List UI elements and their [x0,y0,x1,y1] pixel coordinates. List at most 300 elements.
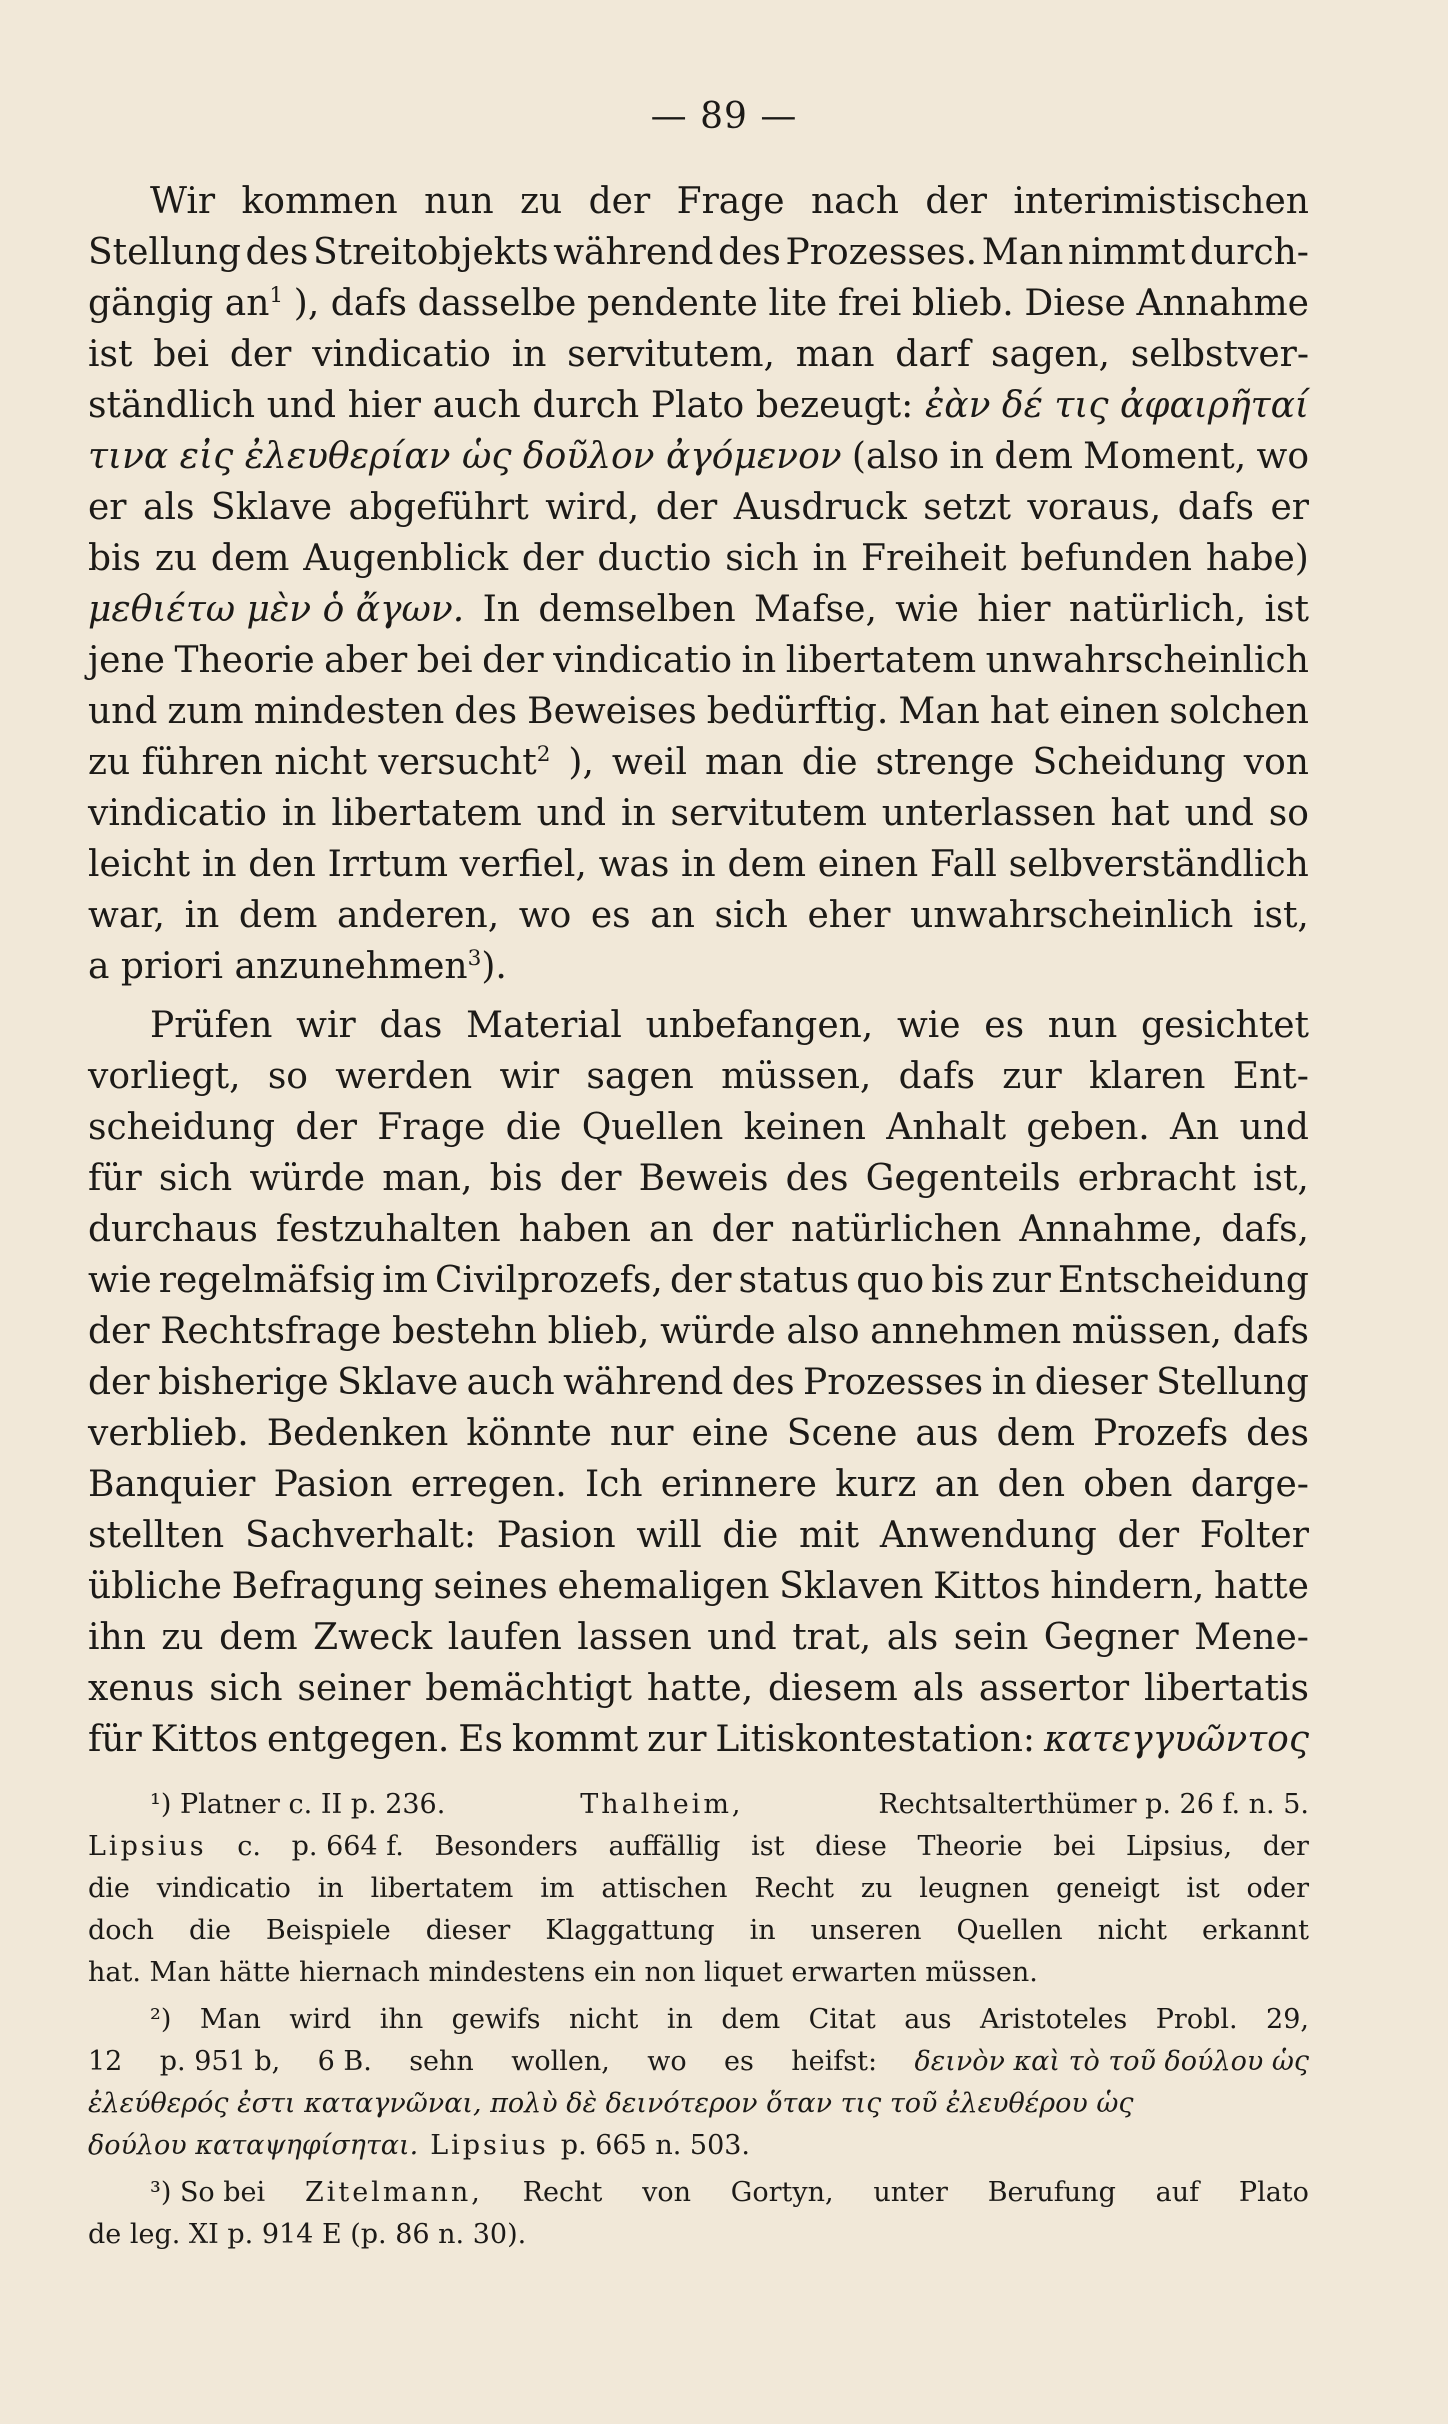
word: der [1117,1515,1180,1556]
word: des [454,691,518,732]
word: darge- [1190,1464,1309,1505]
word: leicht [88,844,191,885]
word: in [511,334,547,375]
word: dem [219,1617,298,1658]
word: Recht [754,1873,834,1904]
word: Ausdruck [733,487,907,528]
word: Beweises [527,691,697,732]
word: der [669,1260,732,1301]
word: befunden [1020,538,1192,579]
word: c. [237,1831,261,1862]
word: In [482,589,520,630]
word: Anwendung [879,1515,1097,1556]
word: zum [167,691,244,732]
word: kurz [835,1464,917,1505]
text-line [88,1561,1309,1613]
word: dafs [1177,487,1254,528]
word: würde [249,1158,365,1199]
word: haben [518,1209,631,1250]
word: hier [977,589,1051,630]
word: müssen, [721,1056,872,1097]
word: blieb. [911,283,1014,324]
word: nimmt [1067,232,1186,273]
word: voraus, [1027,487,1162,528]
word: Man [981,232,1064,273]
word: im [382,1260,428,1301]
word: unterlassen [881,793,1096,834]
word: aber [324,640,408,681]
word: ehemaligen [557,1566,770,1607]
word: doch [88,1915,155,1946]
word: Mene- [1194,1617,1309,1658]
word: wo [647,2046,687,2077]
word: durchaus [88,1209,258,1250]
word: Gortyn, [730,2177,834,2208]
word: geneigt [1056,1873,1160,1904]
word: den [997,1464,1066,1505]
text-line [88,176,1309,228]
word: werden [335,1056,473,1097]
word: so [267,1056,308,1097]
word: selbverständlich [1008,844,1309,885]
word: dem [238,895,318,936]
word: zur [991,1260,1051,1301]
word: Irrtum [327,844,448,885]
word: ist, [1252,895,1309,936]
footnote-line: ¹) Platner c. II p. 236. Thalheim, Rechtsalterthümer p. 26 f. n. 5. [150,1789,1309,1820]
word: seiner [297,1668,411,1709]
word: Moment, [1083,436,1247,477]
word: auch [432,385,521,426]
word: das [379,1005,443,1046]
word: unbefangen, [645,1005,874,1046]
text-line: zu führen nicht versucht$^2$ ), weil man die strenge Scheidung von [88,737,1309,789]
footnote-line [88,2041,1309,2083]
word: Annahme [1136,283,1309,324]
word: heifst: [791,2046,878,2077]
word: man, [382,1158,473,1199]
word: unter [873,2177,948,2208]
text-line [88,635,1309,687]
word: was [598,844,670,885]
word: und [1184,793,1254,834]
word: dem [210,538,290,579]
word: jene [88,640,165,681]
word: und [266,385,337,426]
word: darf [895,334,971,375]
word: Aristoteles [979,2004,1128,2035]
word: und [536,793,607,834]
word: Stellung [88,232,241,273]
text-line [88,227,1309,279]
word: aus [915,1413,979,1454]
word: sich [725,538,799,579]
word: während [553,232,714,273]
word: 12 [88,2046,123,2077]
footnote-line: de leg. XI p. 914 E (p. 86 n. 30). [88,2219,527,2250]
text-line: a priori anzunehmen$^3$). [88,946,507,987]
word: hindern, [1050,1566,1205,1607]
word: der [925,181,987,222]
word: Scheidung [1032,742,1226,783]
word: wird [289,2004,352,2035]
word: bei [416,640,473,681]
word: vindicatio [88,793,267,834]
footnote-line: δούλου καταψηφίσηται. Lipsius p. 665 n. 503. [88,2125,1309,2167]
word: sagen, [991,334,1110,375]
word: so [1268,793,1309,834]
word: Augenblick [303,538,509,579]
word: weil [611,742,688,783]
word: gesichtet [1141,1005,1309,1046]
word: Folter [1199,1515,1309,1556]
word: dem [721,2004,781,2035]
word: Klaggattung [545,1915,715,1946]
word: wo [518,895,572,936]
word: erkannt [1201,1915,1309,1946]
word: Gegner [1043,1617,1179,1658]
word: also [786,1311,860,1352]
word: die [505,1107,562,1148]
word: kommt [511,1719,639,1760]
page-number: — 89 — [650,96,798,137]
word: in [991,1362,1027,1403]
word: man [704,742,784,783]
word: zu [154,538,198,579]
word: eher [807,895,891,936]
word: scheidung [88,1107,276,1148]
word: Kittos [933,1566,1041,1607]
word: Annahme, [1019,1209,1204,1250]
greek-quote: δεινὸν καὶ τὸ τοῦ δούλου ὡς [914,2046,1309,2077]
word: Fall [929,844,997,885]
word: wie [88,1260,152,1301]
word: die [88,1873,130,1904]
word: unwahrscheinlich [985,640,1309,681]
word: die [801,742,858,783]
word: der [295,1107,357,1148]
word: p. 664 f. [291,1831,404,1862]
word: dieser [425,1915,511,1946]
word: ist [1186,1873,1220,1904]
word: des [245,232,309,273]
word: Scene [786,1413,898,1454]
word: Bedenken [266,1413,449,1454]
word: Sklave [337,1362,459,1403]
word: An [1170,1107,1220,1148]
footnote-line: hat. Man hätte hiernach mindestens ein non liquet erwarten müssen. [88,1957,1038,1988]
footnote-line [88,1868,1309,1910]
text-line: gängig $an^1$ ), dafs dasselbe pendente lite frei blieb. Diese Annahme [88,278,1309,330]
word: laufen [447,1617,562,1658]
word: bis [88,538,142,579]
word: sich [714,895,788,936]
footnote-line: ³) So bei Zitelmann, Recht von Gortyn, unter Berufung auf Plato [88,2172,1309,2214]
word: Prüfen [150,1005,273,1046]
word: annehmen [870,1311,1062,1352]
word: zur [1002,1056,1062,1097]
word: Beispiele [265,1915,391,1946]
word: vorliegt, [88,1056,241,1097]
word: anderen, [337,895,500,936]
text-line [88,1714,1309,1766]
text-line [88,686,1309,738]
word: Citat [808,2004,876,2035]
word: der [521,538,584,579]
word: Diese [1024,283,1126,324]
word: Sachverhalt: [244,1515,477,1556]
word: ²) [150,2004,172,2035]
word: Kittos [150,1719,259,1760]
word: als [886,1617,939,1658]
word: Quellen [581,1107,724,1148]
word: nur [609,1413,674,1454]
word: keinen [743,1107,866,1148]
word: bis [931,1260,985,1301]
greek-quote: δούλου καταψηφίσηται. [88,2130,419,2161]
word: der [655,487,718,528]
word: klaren [1088,1056,1206,1097]
word: verfiel, [459,844,587,885]
text-line [88,1000,1309,1052]
word: nicht [568,2004,639,2035]
word: erinnere [660,1464,817,1505]
word: man [795,334,875,375]
word: Prozefs [1093,1413,1229,1454]
word: blieb, [547,1311,650,1352]
word: bezeugt: [755,385,914,426]
footnote-line [88,1910,1309,1952]
word: libertatem [370,1873,514,1904]
word: nicht [1097,1915,1167,1946]
word: einen [817,844,919,885]
word: Frage [377,1107,486,1148]
footnote-line: Lipsius c. p. 664 f. Besonders auffällig ist diese Theorie bei Lipsius, der [88,1826,1309,1868]
word: bis [489,1158,543,1199]
word: die [189,1915,231,1946]
footnote-line [88,1999,1309,2041]
word: wir [499,1056,560,1097]
word: stellten [88,1515,225,1556]
word: Material [466,1005,622,1046]
word: für [88,1719,142,1760]
word: nun [1047,1005,1118,1046]
word: ihn [88,1617,146,1658]
word: des [718,232,781,273]
word: der [1262,1831,1309,1862]
word: wir [296,1005,356,1046]
word: bei [153,334,210,375]
text-line [88,431,1309,483]
word: dem [996,1413,1076,1454]
text-line [88,1510,1309,1562]
word: den [248,844,316,885]
word: von [642,2177,692,2208]
word: leugnen [919,1873,1030,1904]
word: 6 B. [317,2046,372,2077]
word: diesem [768,1668,898,1709]
word: Zweck [313,1617,433,1658]
word: vindicatio [312,334,491,375]
word: lite [768,283,828,324]
word: müssen, [1071,1311,1223,1352]
word: unseren [810,1915,922,1946]
word: es [984,1005,1025,1046]
text-line [88,584,1309,636]
word: hatte, [646,1668,754,1709]
word: der [88,1311,150,1352]
word: sehn [409,2046,474,2077]
word: durch- [1190,232,1309,273]
word: strenge [875,742,1015,783]
word: frei [837,283,902,324]
greek-quote: τινα εἰς ἐλευθερίαν ὡς δοῦλον ἀγόμενον [88,436,842,477]
word: xenus [88,1668,195,1709]
word: der [482,640,544,681]
word: könnte [466,1413,592,1454]
word: des [731,1362,795,1403]
word: hat [989,691,1049,732]
text-line [88,329,1309,381]
word: dafs, [1221,1209,1309,1250]
word: sich [209,1668,283,1709]
text-line [88,1102,1309,1154]
word: habe) [1205,538,1309,579]
word: Gegenteils [865,1158,1061,1199]
word: des [1246,1413,1309,1454]
word: hat [1110,793,1170,834]
word: Pasion [273,1464,393,1505]
word: dafs [1232,1311,1309,1352]
word: wie [896,1005,961,1046]
word: zu [520,181,563,222]
word: Man [199,2004,261,2035]
word: zu [860,1873,893,1904]
word: Stellung [1156,1362,1309,1403]
word: servitutem [670,793,867,834]
word: auch [466,1362,555,1403]
word: ist [1264,589,1309,630]
word: Quellen [956,1915,1063,1946]
word: vindicatio [553,640,733,681]
word: will [636,1515,702,1556]
word: nun [424,181,494,222]
word: als [912,1668,965,1709]
text-line [88,890,1309,942]
word: ist [88,334,133,375]
text-line [88,1459,1309,1511]
word: Banquier [88,1464,256,1505]
word: durch [532,385,640,426]
word: er [88,487,127,528]
word: wird, [545,487,640,528]
word: bisherige [158,1362,329,1403]
word: demselben [538,589,736,630]
word: oben [1083,1464,1173,1505]
word: während [563,1362,724,1403]
word: der [559,1158,622,1199]
word: natürlich, [1068,589,1247,630]
word: Recht [522,2177,603,2208]
word: sein [953,1617,1029,1658]
word: der [229,334,292,375]
word: Civilprozefs, [434,1260,663,1301]
word: p. 951 b, [159,2046,281,2077]
word: ist, [1252,1158,1309,1199]
word: Theorie [174,640,315,681]
word: Plato [650,385,745,426]
word: an [934,1464,980,1505]
word: in [666,2004,693,2035]
word: Wir [150,181,216,222]
word: 29, [1266,2004,1309,2035]
word: setzt [923,487,1011,528]
word: wollen, [511,2046,610,2077]
word: Befragung [231,1566,424,1607]
word: übliche [88,1566,222,1607]
greek-quote: ἐὰν δέ τις ἀφαιρῆταί [924,385,1309,426]
text-line [88,1663,1309,1715]
word: dafs [898,1056,975,1097]
word: Beweis [638,1158,769,1199]
word: hatte [1214,1566,1309,1607]
word: in [620,793,656,834]
word: war, [88,895,165,936]
word: hier [347,385,421,426]
word: Prozesses [803,1362,984,1403]
word: an [650,895,695,936]
word: eine [691,1413,769,1454]
text-line [88,1408,1309,1460]
footnote-line [88,2083,1309,2125]
text-line [88,1153,1309,1205]
word: von [1243,742,1309,783]
text-line [88,1306,1309,1358]
word: ductio [597,538,712,579]
word: abgeführt [348,487,529,528]
word: bei [1053,1831,1096,1862]
word: würde [660,1311,776,1352]
word: dem [994,436,1073,477]
greek-quote: κατεγγυῶντος [1043,1719,1309,1760]
word: vindicatio [156,1873,291,1904]
word: Man [898,691,980,732]
word: oder [1246,1873,1309,1904]
word: quo [856,1260,925,1301]
word: bemächtigt [425,1668,633,1709]
word: an [648,1209,694,1250]
word: Ich [584,1464,643,1505]
word: einen [1058,691,1160,732]
word: als [142,487,195,528]
word: unwahrscheinlich [910,895,1234,936]
word: ), dafs [293,283,408,324]
word: und [707,1617,777,1658]
text-line [88,1204,1309,1256]
word: dieser [1034,1362,1148,1403]
word: lassen [577,1617,692,1658]
word: gewifs [451,2004,541,2035]
text-line [88,1255,1309,1307]
word: zu [161,1617,204,1658]
word: bedürftig. [706,691,889,732]
word: libertatem [785,640,977,681]
word: er [1270,487,1309,528]
word: ständlich [88,385,256,426]
word: in [949,436,985,477]
word: in [281,793,317,834]
word: zur [647,1719,707,1760]
